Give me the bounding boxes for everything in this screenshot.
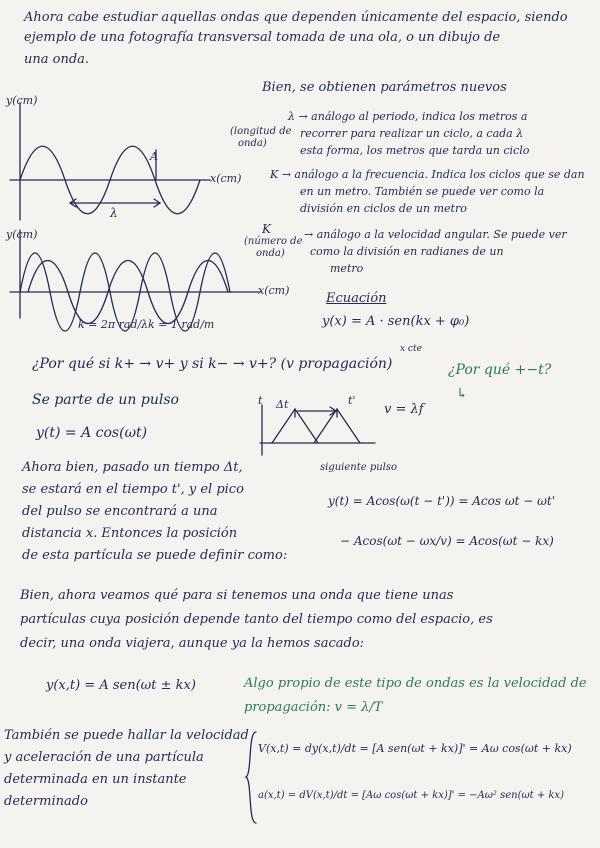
derivation-eq-2: − Acos(ωt − ωx/v) = Acos(ωt − kx) [340, 534, 554, 548]
graph2-ylabel: y(cm) [6, 228, 38, 241]
graph2-k-equation-1: k = 2π rad/λ [78, 318, 149, 331]
intro-line-2: ejemplo de una fotografía transversal tomada de una ola, o un dibujo de [24, 30, 501, 45]
derivation-line-5: de esta partícula se puede definir como: [22, 548, 288, 563]
intro-line-1: Ahora cabe estudiar aquellas ondas que dependen únicamente del espacio, siendo [24, 10, 568, 25]
pulse-caption: siguiente pulso [320, 462, 398, 473]
derivation-line-4: distancia x. Entonces la posición [22, 526, 238, 541]
lambda-desc-2: recorrer para realizar un ciclo, a cada λ [300, 127, 524, 140]
lambda-desc-3: esta forma, los metros que tarda un ciclo [300, 144, 530, 157]
question-side-arrow: ↳ [456, 386, 468, 402]
k-desc-3: división en ciclos de un metro [300, 202, 467, 215]
lambda-desc-1: λ → análogo al periodo, indica los metros a [288, 110, 528, 123]
kw-desc-2: como la división en radianes de un [310, 245, 504, 258]
equation-note: x cte [400, 344, 422, 354]
derivatives-line-1: También se puede hallar la velocidad [4, 728, 249, 743]
pulse-delta-t: Δt [276, 398, 289, 411]
velocity-equation: V(x,t) = dy(x,t)/dt = [A sen(ωt + kx)]' = Aω cos(ωt + kx) [258, 742, 572, 755]
graph1-wavelength-label: λ [110, 206, 118, 220]
k-label-line-2: (número de [244, 236, 303, 247]
question-main: ¿Por qué si k+ → v+ y si k− → v+? (v propagación) [32, 356, 393, 372]
acceleration-equation: a(x,t) = dV(x,t)/dt = [Aω cos(ωt + kx)]' = −Aω² sen(ωt + kx) [258, 790, 564, 801]
travel-line-2: partículas cuya posición depende tanto del tiempo como del espacio, es [20, 612, 493, 627]
derivation-eq-1: y(t) = Acos(ω(t − t')) = Acos ωt − ωt' [328, 494, 556, 508]
equation-heading: Ecuación [326, 291, 387, 306]
derivatives-brace [244, 730, 258, 825]
k-label-line-3: onda) [256, 248, 285, 259]
graph1-ylabel: y(cm) [6, 94, 38, 107]
derivation-line-3: del pulso se encontrará a una [22, 504, 218, 519]
propagation-line-1: Algo propio de este tipo de ondas es la velocidad de [244, 676, 587, 691]
propagation-line-2: propagación: v = λ/T [244, 700, 383, 715]
derivation-line-2: se estará en el tiempo t', y el pico [22, 482, 244, 497]
graph-multi-wave [10, 230, 260, 320]
travel-line-1: Bien, ahora veamos qué para si tenemos una onda que tiene unas [20, 588, 454, 603]
derivatives-line-3: determinada en un instante [4, 772, 187, 787]
lambda-label-line-1: (longitud de [230, 126, 292, 137]
graph2-xlabel: x(cm) [258, 284, 290, 297]
intro-line-3: una onda. [24, 52, 90, 67]
pulse-equation: y(t) = A cos(ωt) [36, 425, 148, 441]
graph2-k-equation-2: k = 1 rad/m [148, 318, 215, 331]
k-desc-2: en un metro. También se puede ver como la [300, 185, 545, 198]
wave-equation: y(x) = A · sen(kx + φ₀) [322, 314, 470, 329]
pulse-t-prime: t' [348, 394, 356, 407]
lambda-label-line-2: onda) [238, 138, 267, 149]
k-label: K [262, 222, 271, 236]
k-desc-1: K → análogo a la frecuencia. Indica los ciclos que se dan [270, 168, 585, 181]
pulse-t-label: t [258, 394, 263, 407]
graph1-amplitude-label: A [150, 150, 158, 163]
derivatives-line-4: determinado [4, 794, 88, 809]
derivatives-line-2: y aceleración de una partícula [4, 750, 204, 765]
params-heading: Bien, se obtienen parámetros nuevos [262, 80, 507, 95]
pulse-intro: Se parte de un pulso [32, 392, 179, 408]
question-side: ¿Por qué +−t? [448, 362, 552, 378]
graph-sine-wave [10, 95, 250, 225]
pulse-diagram [250, 395, 380, 460]
derivation-line-1: Ahora bien, pasado un tiempo Δt, [22, 460, 243, 475]
travel-equation: y(x,t) = A sen(ωt ± kx) [46, 678, 196, 693]
travel-line-3: decir, una onda viajera, aunque ya la hemos sacado: [20, 636, 365, 651]
pulse-velocity-eq: v = λf [384, 402, 424, 417]
kw-desc-3: metro [330, 262, 364, 275]
kw-desc-1: → análogo a la velocidad angular. Se puede ver [304, 228, 567, 241]
graph1-xlabel: x(cm) [210, 172, 242, 185]
